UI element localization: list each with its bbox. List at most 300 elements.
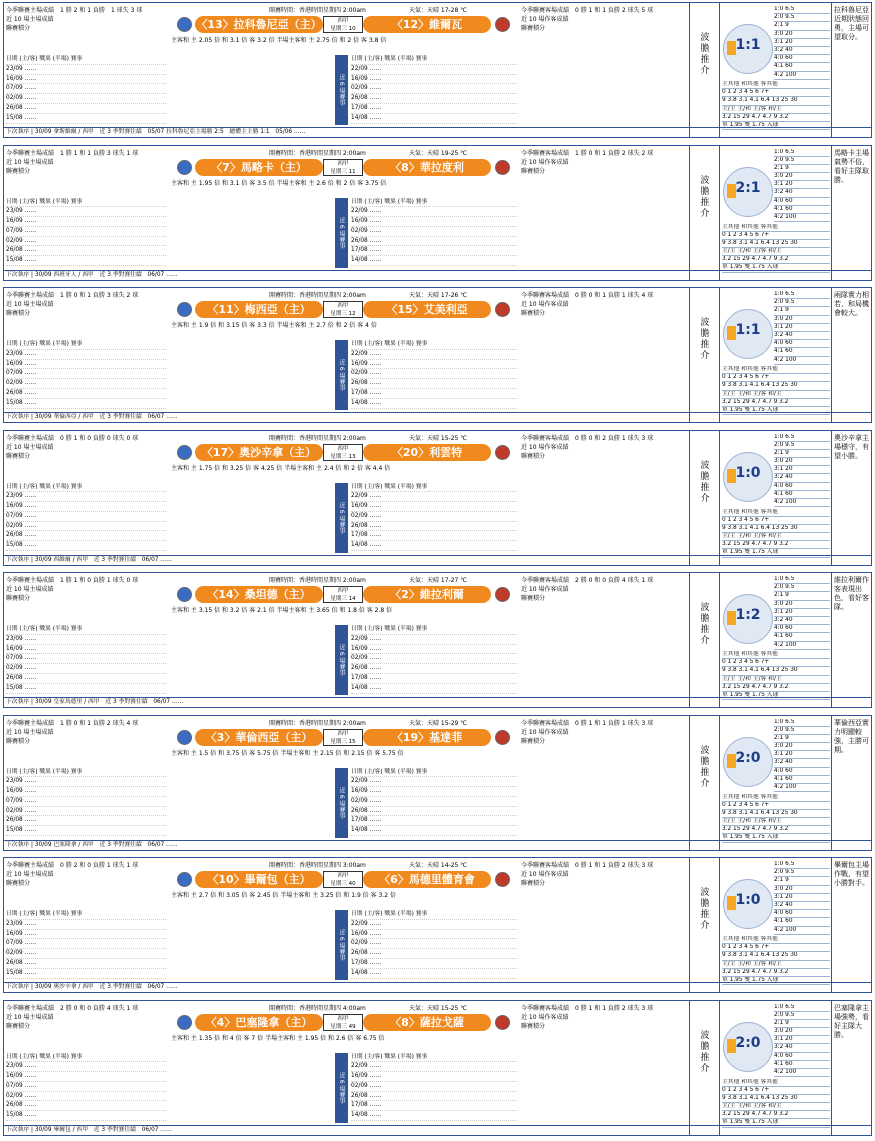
team-bar [173,871,513,889]
table-row: 23/09 …… [6,492,166,502]
weather: 天氣：天晴 17-27 ℃ [409,577,467,584]
prediction-badge [723,24,773,74]
table-row: 2:0 9.5 [774,14,830,22]
away-team-name[interactable]: 〈6〉馬德里體育會 [363,871,491,888]
table-row: 14/08 …… [351,826,517,836]
prediction-score: 1:2 [735,607,761,623]
home-history-table [6,483,166,552]
totals-table [722,651,830,700]
center-column [169,431,519,565]
table-row: 16/09 …… [351,930,517,940]
table-row: 3:1 20 [774,1036,830,1044]
weather: 天氣：天晴 15-25 ℃ [409,434,467,442]
totals-table [722,794,830,843]
table-row: 02/09 …… [6,949,166,959]
prediction-badge [723,594,773,644]
home-team-name[interactable]: 〈17〉奧沙辛拿（主） [195,444,323,461]
home-info-column [4,431,169,565]
table-row: 02/09 …… [6,664,166,674]
prediction-title: 波膽推介 [700,318,710,361]
home-lineup-note: 聯賽積分 [6,310,31,317]
table-row: 0 1 2 3 4 5 6 7+ [722,232,830,240]
table-row: 9 3.8 3.1 4.1 6.4 13 25 30 [722,525,830,533]
table-row: 07/09 …… [6,227,166,237]
match-footer [4,840,871,850]
away-history-table [351,768,517,837]
home-record: 今季聯賽主場成績 1 勝 2 和 1 負勝 1 球失 3 球 [6,7,143,14]
table-row: 1:0 6.5 [774,861,830,869]
away-info-column [519,716,689,850]
away-last10: 近 10 場作客成績 [521,443,569,451]
table-row: 3:0 20 [774,458,830,466]
league-name: 西甲 [337,303,349,309]
team-bar [173,159,513,177]
home-last10: 近 10 場主場成績 [6,871,54,878]
comment-text: 畢爾包主場作戰，有望小勝對手。 [834,861,869,887]
away-team-name[interactable]: 〈8〉薩拉戈薩 [363,1014,491,1031]
table-row: 02/09 …… [6,237,166,247]
table-row: 26/08 …… [351,807,517,817]
table-row: 4:0 60 [774,340,830,348]
away-last10: 近 10 場作客成績 [521,301,569,308]
table-row: 2:1 9 [774,592,830,600]
table-row: 2:0 9.5 [774,727,830,735]
home-record: 今季聯賽主場成績 0 勝 1 和 0 負勝 0 球失 0 球 [6,434,139,442]
comment-column [831,573,872,707]
team-bar [173,729,513,747]
away-history-header: 日期 (主/客) 戰果 (半場) 賽事 [351,910,517,920]
table-row: 3:1 20 [774,894,830,902]
home-history-header: 日期 (主/客) 戰果 (半場) 賽事 [6,768,166,778]
table-row: 3.2 15 29 4.7 4.7 9 3.2 [722,541,830,549]
table-row: 2:1 9 [774,735,830,743]
footer-text: 下次執序 | 30/09 華倫西亞 / 西甲 近 3 季對賽往績 06/07 …… [6,414,178,420]
away-team-name[interactable]: 〈20〉利雲特 [363,444,491,461]
match-footer [4,1125,871,1135]
table-row: 14/08 …… [351,114,517,124]
table-row: 02/09 …… [351,797,517,807]
table-row: 主其他 和其他 客其他 [722,936,830,944]
home-history-header: 日期 (主/客) 戰果 (半場) 賽事 [6,483,166,493]
away-crest-icon [495,17,510,32]
table-row: 16/09 …… [6,787,166,797]
home-info-column [4,3,169,137]
table-row: 4:2 100 [774,214,830,222]
table-row: 3.2 15 29 4.7 4.7 9 3.2 [722,114,830,122]
table-row: 主其他 和其他 客其他 [722,366,830,374]
table-row: 2:0 9.5 [774,1012,830,1020]
away-info-column [519,3,689,137]
away-history-table [351,340,517,409]
table-row: 2:1 9 [774,877,830,885]
table-row: 主/主 主/和 主/客 和/主 [722,818,830,826]
table-row: 4:2 100 [774,642,830,650]
table-row: 3:0 20 [774,886,830,894]
table-row: 3:2 40 [774,617,830,625]
league-name: 西甲 [337,18,349,24]
table-row: 15/08 …… [6,1111,166,1121]
kickoff-time: 開賽時間：香港時間星期四 2:00am [269,7,366,14]
table-row: 07/09 …… [6,797,166,807]
home-last10: 近 10 場主場成績 [6,1013,54,1021]
away-crest-icon [495,160,510,175]
table-row: 17/08 …… [351,531,517,541]
league-box [323,444,363,461]
table-row: 單 1.95 雙 1.75 入球 [722,122,830,130]
score-odds-table [774,719,830,793]
table-row: 26/08 …… [351,94,517,104]
home-team-name[interactable]: 〈11〉梅西亞（主） [195,301,323,318]
footer-text: 下次執序 | 30/09 皇家馬德里 / 西甲 近 3 季對賽往績 06/07 …… [6,699,184,705]
table-row: 單 1.95 雙 1.75 入球 [722,977,830,985]
center-column [169,716,519,850]
table-row: 2:1 9 [774,22,830,30]
home-record: 今季聯賽主場成績 1 勝 1 和 1 負勝 3 球失 1 球 [6,149,139,157]
table-row: 15/08 …… [6,541,166,551]
center-column [169,573,519,707]
away-info-column [519,1001,689,1135]
away-record: 今季聯賽客場成績 0 勝 0 和 2 負勝 1 球失 3 球 [521,434,654,442]
table-row: 17/08 …… [351,104,517,114]
odds-column [719,716,832,850]
away-record: 今季聯賽客場成績 0 勝 0 和 1 負勝 1 球失 4 球 [521,292,654,299]
home-lineup-note: 聯賽積分 [6,25,31,32]
comment-text: 維拉利爾作客表現出色，看好客隊。 [834,576,869,611]
prediction-title: 波膽推介 [700,33,710,76]
totals-table [722,509,830,558]
table-row: 1:0 6.5 [774,719,830,727]
league-name: 西甲 [337,1015,349,1022]
kickoff-time: 開賽時間：香港時間星期四 4:00am [269,1004,366,1012]
comment-text: 巴塞隆拿主場強勢，看好主隊大勝。 [834,1003,869,1039]
table-row: 07/09 …… [6,1082,166,1092]
prediction-title: 波膽推介 [700,175,710,219]
table-row: 9 3.8 3.1 4.1 6.4 13 25 30 [722,382,830,390]
table-row: 主其他 和其他 客其他 [722,794,830,802]
match-block-5 [3,572,872,708]
table-row: 26/08 …… [351,379,517,389]
table-row: 26/08 …… [351,522,517,532]
home-history-header: 日期 (主/客) 戰果 (半場) 賽事 [6,1053,166,1063]
table-row: 07/09 …… [6,369,166,379]
away-crest-icon [495,730,510,745]
table-row: 1:0 6.5 [774,576,830,584]
table-row: 3:2 40 [774,189,830,197]
score-odds-table [774,1004,830,1078]
match-block-7 [3,857,872,993]
odds-row: 主客和 主 1.95 倍 和 3.1 倍 客 3.5 倍 半場主客和 主 2.6 倍 和 2 倍 客 3.75 倍 [171,179,387,187]
table-row: 9 3.8 3.1 4.1 6.4 13 25 30 [722,97,830,105]
table-row: 主/主 主/和 主/客 和/主 [722,676,830,684]
table-row: 主/主 主/和 主/客 和/主 [722,106,830,114]
table-row: 23/09 …… [6,635,166,645]
prediction-score: 1:1 [735,322,761,338]
away-team-name[interactable]: 〈19〉基達菲 [363,729,491,746]
totals-table [722,81,830,130]
table-row: 14/08 …… [351,256,517,266]
table-row: 4:0 60 [774,483,830,491]
score-odds-table [774,576,830,650]
away-team-name[interactable]: 〈2〉維拉利爾 [363,586,491,603]
table-row: 26/08 …… [6,389,166,399]
history-bar: 近 6 場賽事 [335,55,348,125]
table-row: 0 1 2 3 4 5 6 7+ [722,944,830,952]
home-crest-icon [177,730,192,745]
table-row: 3.2 15 29 4.7 4.7 9 3.2 [722,684,830,692]
match-block-2 [3,145,872,281]
away-lineup-note: 聯賽積分 [521,167,546,175]
history-bar: 近 6 場賽事 [335,768,348,838]
table-row: 16/09 …… [6,360,166,370]
away-crest-icon [495,587,510,602]
prediction-score: 2:0 [735,749,761,766]
match-number: 星期三 11 [330,168,356,175]
comment-column [831,858,872,992]
comment-text: 奧沙辛拿主場穩守，有望小勝。 [834,433,869,460]
away-record: 今季聯賽客場成績 0 勝 1 和 1 負勝 2 球失 5 球 [521,7,654,14]
totals-table [722,936,830,985]
table-row: 單 1.95 雙 1.75 入球 [722,1119,830,1127]
table-row: 4:2 100 [774,927,830,935]
odds-column [719,1001,832,1135]
match-footer [4,697,871,707]
table-row: 2:0 9.5 [774,157,830,165]
table-row: 3:2 40 [774,332,830,340]
league-box [323,301,363,318]
table-row: 4:1 60 [774,1061,830,1069]
prediction-score: 1:1 [735,37,761,53]
footer-text: 下次執序 | 30/09 拿斯維爾 / 西甲 近 3 季對賽往績 05/07 拉科魯尼亞主場勝 2:5 總體主主勝 1:1 05/06 …… [6,129,306,135]
table-row: 14/08 …… [351,969,517,979]
table-row: 主/主 主/和 主/客 和/主 [722,533,830,541]
table-row: 9 3.8 3.1 4.1 6.4 13 25 30 [722,952,830,960]
league-name: 西甲 [337,588,349,594]
away-info-column [519,573,689,707]
prediction-column [689,1001,720,1135]
team-bar [173,444,513,462]
away-record: 今季聯賽客場成績 2 勝 0 和 0 負勝 4 球失 1 球 [521,577,654,584]
table-row: 15/08 …… [6,969,166,979]
match-footer [4,270,871,280]
table-row: 16/09 …… [6,75,166,85]
table-row: 主其他 和其他 客其他 [722,224,830,232]
league-box [323,1014,363,1031]
home-team-name[interactable]: 〈13〉拉科魯尼亞（主） [196,18,322,31]
home-team-name[interactable]: 〈4〉巴塞隆拿（主） [195,1014,323,1031]
home-last10: 近 10 場主場成績 [6,728,54,736]
table-row: 4:1 60 [774,918,830,926]
home-history-table [6,198,166,267]
home-lineup-note: 聯賽積分 [6,737,31,745]
home-crest-icon [177,302,192,317]
home-team-name[interactable]: 〈14〉桑坦德（主） [195,586,323,603]
prediction-column [689,431,720,565]
home-last10: 近 10 場主場成績 [6,443,54,451]
table-row: 3:1 20 [774,609,830,617]
table-row: 22/09 …… [351,777,517,787]
table-row: 4:0 60 [774,910,830,918]
table-row: 單 1.95 雙 1.75 入球 [722,264,830,272]
home-crest-icon [177,160,192,175]
away-last10: 近 10 場作客成績 [521,871,569,878]
home-team-name[interactable]: 〈7〉馬略卡（主） [195,159,323,176]
table-row: 單 1.95 雙 1.75 入球 [722,692,830,700]
table-row: 16/09 …… [6,1072,166,1082]
weather: 天氣：天晴 17-26 ℃ [409,292,467,299]
table-row: 2:0 9.5 [774,584,830,592]
home-lineup-note: 聯賽積分 [6,1022,31,1030]
table-row: 14/08 …… [351,1111,517,1121]
table-row: 16/09 …… [351,1072,517,1082]
table-row: 16/09 …… [351,75,517,85]
match-block-3 [3,287,872,423]
comment-text: 兩隊實力相若，和局機會較大。 [834,291,869,317]
away-team-name[interactable]: 〈12〉維爾瓦 [363,16,491,33]
center-column [169,1001,519,1135]
home-crest-icon [177,445,192,460]
away-lineup-note: 聯賽積分 [521,737,546,745]
home-record: 今季聯賽主場成績 1 勝 0 和 1 負勝 3 球失 2 球 [6,292,139,299]
team-bar [173,301,513,319]
table-row: 23/09 …… [6,350,166,360]
table-row: 3:0 20 [774,31,830,39]
table-row: 4:2 100 [774,499,830,507]
table-row: 3.2 15 29 4.7 4.7 9 3.2 [722,399,830,407]
table-row: 26/08 …… [351,664,517,674]
kickoff-time: 開賽時間：香港時間星期四 3:00am [269,862,366,869]
table-row: 02/09 …… [351,227,517,237]
match-block-6 [3,715,872,851]
away-record: 今季聯賽客場成績 0 勝 1 和 1 負勝 1 球失 3 球 [521,719,654,727]
table-row: 14/08 …… [351,684,517,694]
table-row: 3:2 40 [774,1044,830,1052]
odds-column [719,431,832,565]
table-row: 2:1 9 [774,165,830,173]
prediction-column [689,858,720,992]
odds-column [719,573,832,707]
table-row: 主/主 主/和 主/客 和/主 [722,248,830,256]
table-row: 26/08 …… [351,949,517,959]
prediction-column [689,288,720,422]
odds-row: 主客和 主 1.5 倍 和 3.75 倍 客 5.75 倍 半場主客和 主 2.15 倍 和 2.15 倍 客 5.75 倍 [171,749,404,757]
table-row: 17/08 …… [351,1101,517,1111]
table-row: 4:2 100 [774,784,830,792]
home-history-header: 日期 (主/客) 戰果 (半場) 賽事 [6,910,166,920]
table-row: 主其他 和其他 客其他 [722,81,830,89]
home-history-table [6,768,166,837]
table-row: 1:0 6.5 [774,6,830,14]
table-row: 4:2 100 [774,72,830,80]
home-history-table [6,340,166,409]
home-last10: 近 10 場主場成績 [6,16,54,23]
table-row: 主其他 和其他 客其他 [722,1079,830,1087]
table-row: 26/08 …… [6,104,166,114]
table-row: 16/09 …… [351,502,517,512]
away-history-table [351,1053,517,1122]
table-row: 2:1 9 [774,450,830,458]
kickoff-time: 開賽時間：香港時間星期四 2:00am [269,434,366,442]
table-row: 07/09 …… [6,939,166,949]
match-number: 星期三 15 [330,738,356,745]
away-last10: 近 10 場作客成績 [521,158,569,166]
prediction-title: 波膽推介 [700,460,710,504]
home-history-header: 日期 (主/客) 戰果 (半場) 賽事 [6,55,166,65]
team-bar [173,1014,513,1032]
table-row: 26/08 …… [6,816,166,826]
table-row: 3:2 40 [774,759,830,767]
prediction-title: 波膽推介 [700,745,710,789]
weather: 天氣：天晴 14-25 ℃ [409,862,467,869]
home-team-name[interactable]: 〈10〉畢爾包（主） [195,871,323,888]
away-team-name[interactable]: 〈8〉華拉度利 [363,159,491,176]
table-row: 3:0 20 [774,316,830,324]
table-row: 4:1 60 [774,206,830,214]
table-row: 22/09 …… [351,492,517,502]
home-last10: 近 10 場主場成績 [6,586,54,593]
home-history-header: 日期 (主/客) 戰果 (半場) 賽事 [6,198,166,208]
table-row: 3.2 15 29 4.7 4.7 9 3.2 [722,969,830,977]
footer-text: 下次執序 | 30/09 西班牙人 / 西甲 近 3 季對賽往績 06/07 …… [6,271,178,278]
center-column [169,288,519,422]
home-last10: 近 10 場主場成績 [6,301,54,308]
home-info-column [4,1001,169,1135]
home-info-column [4,858,169,992]
table-row: 26/08 …… [6,531,166,541]
table-row: 4:0 60 [774,55,830,63]
away-history-header: 日期 (主/客) 戰果 (半場) 賽事 [351,625,517,635]
home-team-name[interactable]: 〈3〉華倫西亞（主） [195,729,323,746]
table-row: 3:0 20 [774,1028,830,1036]
table-row: 4:1 60 [774,633,830,641]
home-info-column [4,288,169,422]
table-row: 16/09 …… [6,930,166,940]
away-history-table [351,198,517,267]
score-odds-table [774,861,830,935]
match-number: 星期三 14 [330,596,356,602]
table-row: 3:2 40 [774,474,830,482]
away-history-table [351,55,517,124]
table-row: 17/08 …… [351,816,517,826]
away-history-header: 日期 (主/客) 戰果 (半場) 賽事 [351,483,517,493]
prediction-title: 波膽推介 [700,888,710,931]
table-row: 4:0 60 [774,198,830,206]
table-row: 23/09 …… [6,777,166,787]
comment-column [831,288,872,422]
table-row: 4:0 60 [774,625,830,633]
table-row: 9 3.8 3.1 4.1 6.4 13 25 30 [722,810,830,818]
odds-column [719,146,832,280]
match-footer [4,412,871,422]
home-record: 今季聯賽主場成績 2 勝 0 和 0 負勝 4 球失 1 球 [6,1004,139,1012]
table-row: 22/09 …… [351,207,517,217]
table-row: 16/09 …… [6,502,166,512]
table-row: 14/08 …… [351,541,517,551]
totals-table [722,1079,830,1128]
away-team-name[interactable]: 〈15〉艾美利亞 [363,301,491,318]
table-row: 02/09 …… [6,1092,166,1102]
league-box [323,16,363,33]
away-history-header: 日期 (主/客) 戰果 (半場) 賽事 [351,55,517,65]
league-box [323,159,363,176]
table-row: 主其他 和其他 客其他 [722,651,830,659]
table-row: 17/08 …… [351,389,517,399]
table-row: 主/主 主/和 主/客 和/主 [722,961,830,969]
away-lineup-note: 聯賽積分 [521,25,546,32]
away-record: 今季聯賽客場成績 1 勝 0 和 1 負勝 2 球失 2 球 [521,149,654,157]
center-column [169,3,519,137]
totals-table [722,366,830,415]
away-lineup-note: 聯賽積分 [521,595,546,602]
